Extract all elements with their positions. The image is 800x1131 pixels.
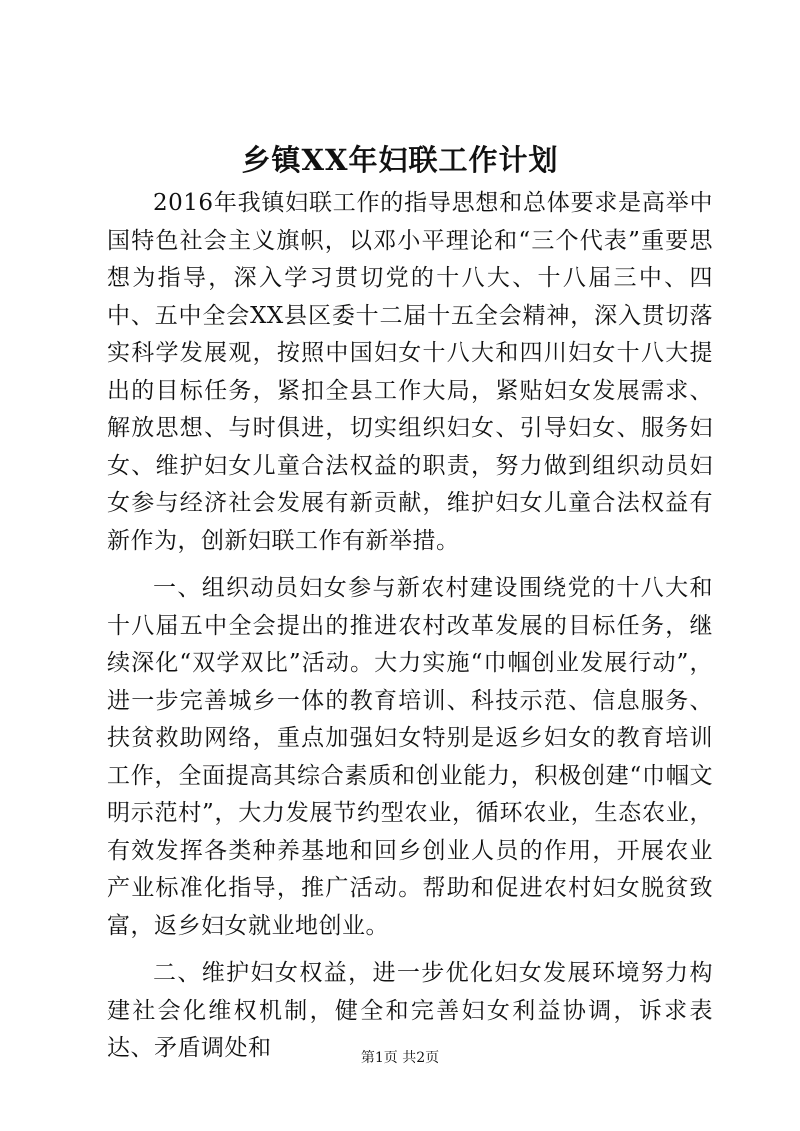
document-title: 乡镇XX年妇联工作计划 bbox=[241, 143, 559, 177]
paragraph-intro: 2016年我镇妇联工作的指导思想和总体要求是高举中国特色社会主义旗帜，以邓小平理论和“三个代表”重要思想为指导，深入学习贯切党的十八大、十八届三中、四中、五中全会XX县区委十二届十五全会精神，深入贯切落实科学发展观，按照中国妇女十八大和四川妇女十八大提出的目标任务，紧扣全县工作大局，紧贴妇女发展需求、解放思想、与时俱进，切实组织妇女、引导妇女、服务妇女、维护妇女儿童合法权益的职责，努力做到组织动员妇女参与经济社会发展有新贡献，维护妇女儿童合法权益有新作为，创新妇联工作有新举措。 bbox=[107, 190, 713, 554]
paragraph-section-one: 一、组织动员妇女参与新农村建设围绕党的十八大和十八届五中全会提出的推进农村改革发展的目标任务，继续深化“双学双比”活动。大力实施“巾帼创业发展行动”，进一步完善城乡一体的教育培训、科技示范、信息服务、扶贫救助网络，重点加强妇女特别是返乡妇女的教育培训工作，全面提高其综合素质和创业能力，积极创建“巾帼文明示范村”，大力发展节约型农业，循环农业，生态农业，有效发挥各类种养基地和回乡创业人员的作用，开展农业产业标准化指导，推广活动。帮助和促进农村妇女脱贫致富，返乡妇女就业地创业。 bbox=[107, 575, 713, 939]
page-number-footer: 第1页 共2页 bbox=[360, 1050, 440, 1066]
paragraph-section-two: 二、维护妇女权益，进一步优化妇女发展环境努力构建社会化维权机制，健全和完善妇女利益协调，诉求表达、矛盾调处和 bbox=[107, 960, 713, 1061]
document-body bbox=[107, 185, 713, 1068]
